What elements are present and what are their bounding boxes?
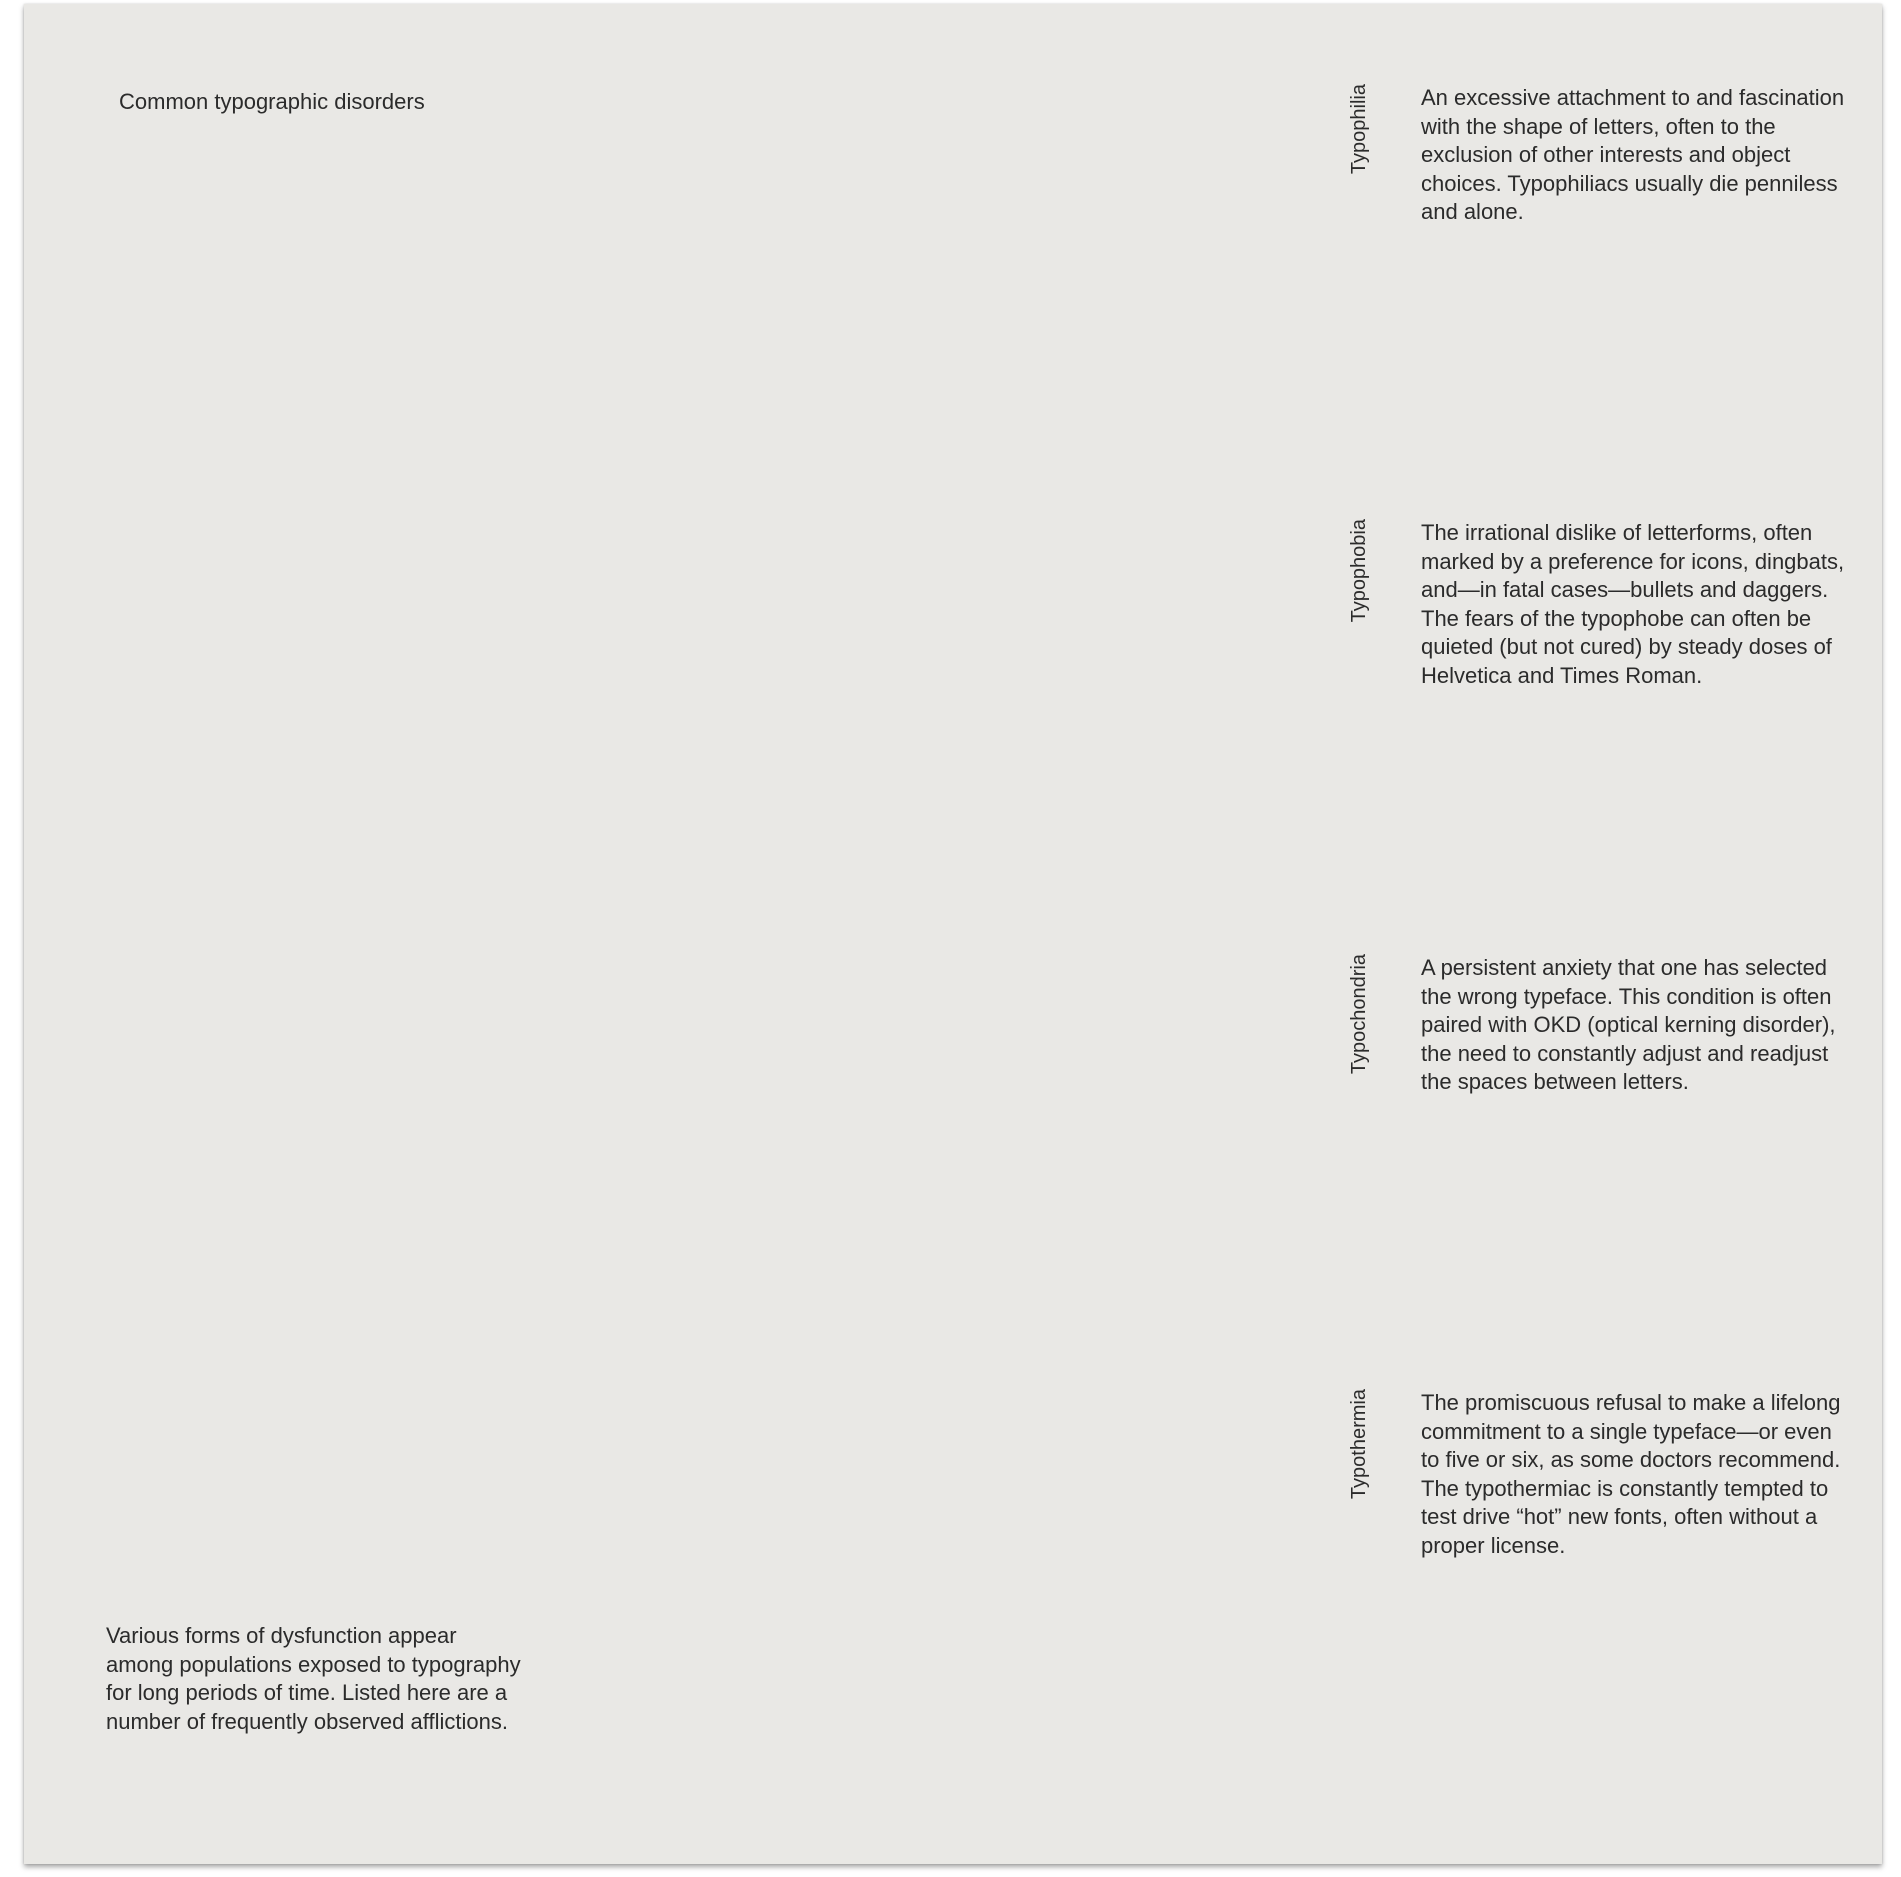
disorder-term: Typochondria [1348, 954, 1370, 1075]
disorder-term: Typophobia [1348, 519, 1370, 623]
disorder-definition: An excessive attachment to and fascination with the shape of letters, often to the exclusion of other interests and object choices. Typophiliacs usually die penniless and alone. [1421, 85, 1845, 225]
page-title: Common typographic disorders [119, 89, 425, 114]
intro-paragraph: Various forms of dysfunction appear among populations exposed to typography for long periods of time. Listed here are a number of frequently observed afflictions. [106, 1623, 521, 1734]
disorder-definition: The irrational dislike of letterforms, often marked by a preference for icons, dingbats, and—in fatal cases—bullets and daggers. The fears of the typophobe can often be quieted (but not cured) by steady doses of Helvetica and Times Roman. [1421, 520, 1845, 688]
disorder-definition: The promiscuous refusal to make a lifelong commitment to a single typeface—or even to five or six, as some doctors recommend. The typothermiac is constantly tempted to test drive “hot” new fonts, often without a proper license. [1421, 1390, 1841, 1558]
page-sheet [24, 4, 1882, 1864]
disorder-term: Typothermia [1348, 1389, 1370, 1500]
disorder-definition: A persistent anxiety that one has selected the wrong typeface. This condition is often paired with OKD (optical kerning disorder), the need to constantly adjust and readjust the spaces between letters. [1421, 955, 1836, 1095]
disorder-term: Typophilia [1348, 84, 1370, 175]
